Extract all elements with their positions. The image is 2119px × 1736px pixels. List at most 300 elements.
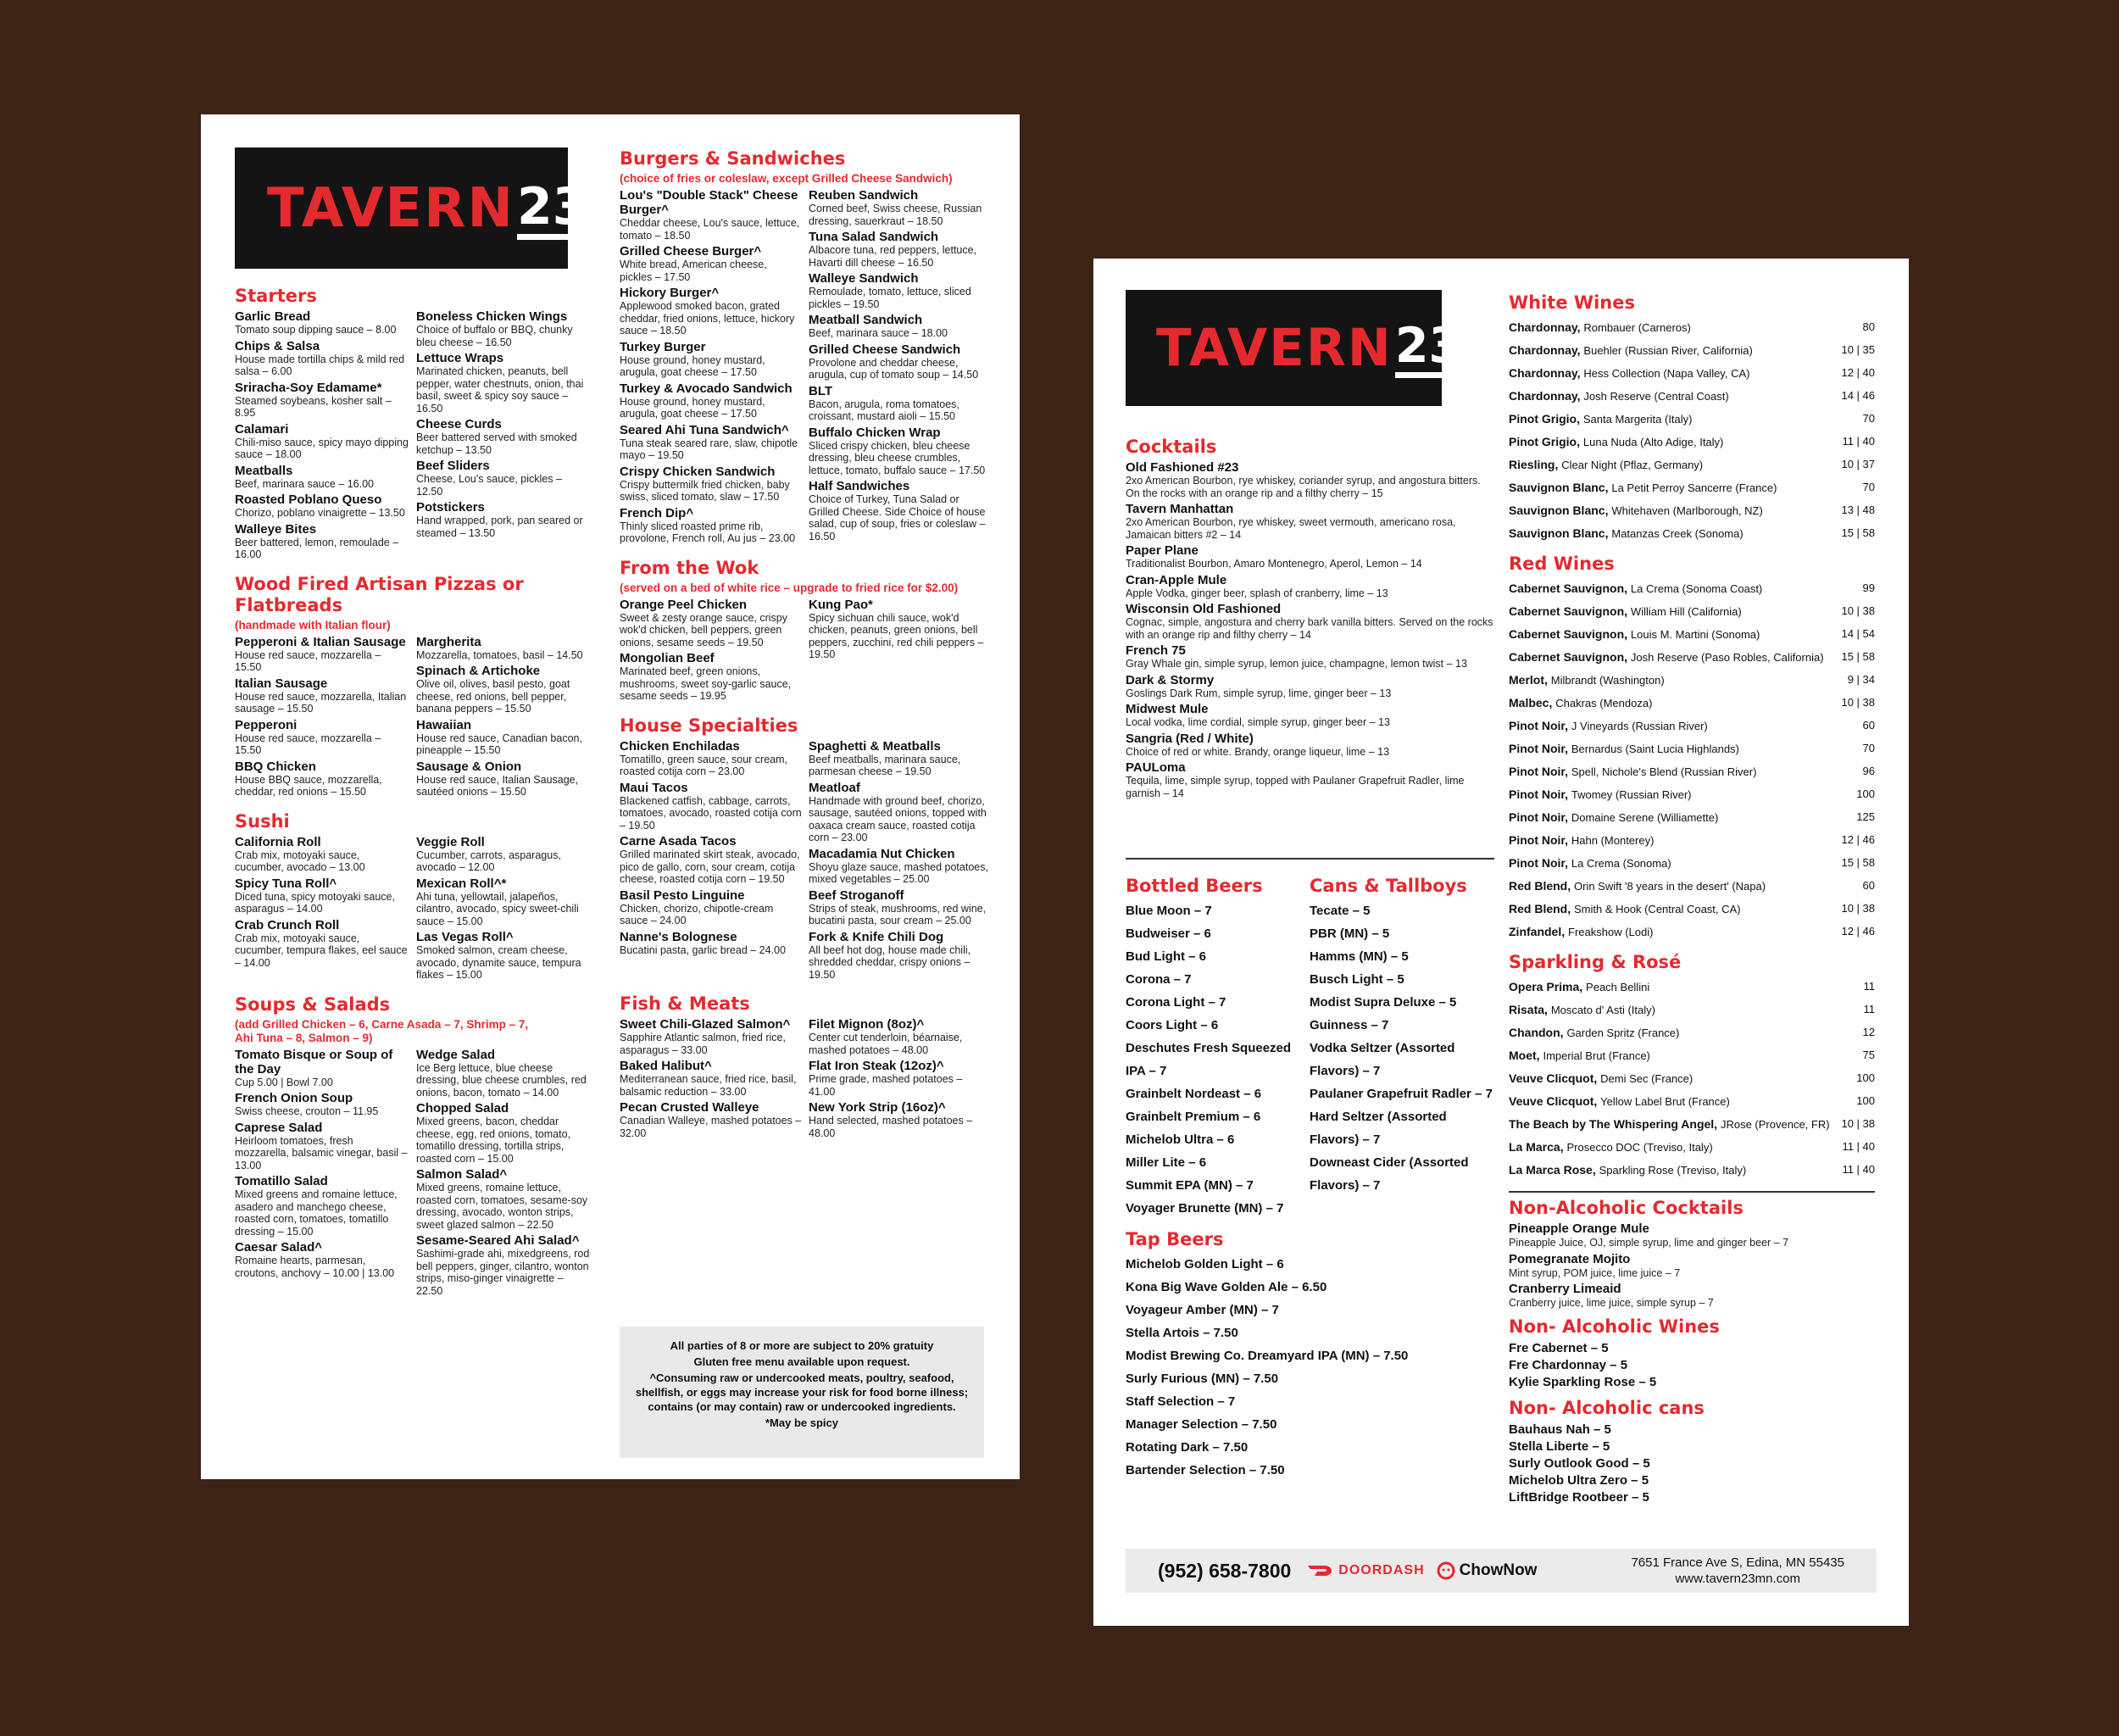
wine-origin: William Hill (California): [1630, 605, 1742, 618]
menu-item: [1126, 602, 1494, 641]
wine-origin: Josh Reserve (Paso Robles, California): [1630, 651, 1824, 664]
item-name: Turkey & Avocado Sandwich: [620, 381, 793, 396]
wine-origin: Hahn (Monterey): [1571, 834, 1655, 847]
menu-line-item: Corona Light – 7: [1126, 995, 1226, 1010]
left-items: [620, 739, 802, 984]
menu-item: [235, 876, 409, 915]
menu-item: [235, 522, 409, 561]
item-name: Crab Crunch Roll: [235, 917, 340, 932]
wine-label: [1509, 362, 1749, 385]
wine-row: [1509, 362, 1875, 385]
item-name: Spicy Tuna Roll^: [235, 876, 337, 891]
menu-item: [620, 598, 802, 649]
menu-item: [809, 384, 991, 423]
wine-price: 11 | 40: [1842, 435, 1875, 448]
wine-name: La Marca,: [1509, 1140, 1564, 1154]
item-description: Center cut tenderloin, béarnaise, mashed potatoes – 48.00: [809, 1032, 963, 1056]
wine-price: 10 | 38: [1841, 696, 1875, 709]
section-note: (served on a bed of white rice – upgrade to fried rice for $2.00): [620, 581, 959, 594]
item-description: Cognac, simple, angostura and cherry bark vanilla bitters. Served on the rocks with an orange rip and filthy cherry – 14: [1126, 616, 1493, 641]
item-description: Mixed greens and romaine lettuce, asadero and manchego cheese, roasted corn, tomatoes, tomatillo dressing – 15.00: [235, 1188, 398, 1238]
menu-item: [235, 676, 409, 715]
item-name: Maui Tacos: [620, 780, 688, 795]
menu-line-item: Tecate – 5: [1310, 904, 1371, 918]
menu-item: [809, 888, 991, 927]
food-left-column: [235, 286, 591, 1299]
menu-item: [809, 479, 991, 542]
wine-origin: Clear Night (Pflaz, Germany): [1561, 459, 1704, 471]
wine-name: Chardonnay,: [1509, 389, 1581, 403]
wine-origin: Santa Margerita (Italy): [1582, 413, 1693, 426]
right-items: [809, 1017, 991, 1142]
item-description: 2xo American Bourbon, rye whiskey, sweet vermouth, americano rosa, Jamaican bitters #2 – 14: [1126, 516, 1456, 541]
wine-origin: Smith & Hook (Central Coast, CA): [1574, 903, 1741, 915]
item-name: Caesar Salad^: [235, 1240, 322, 1255]
wine-row: [1509, 1067, 1875, 1090]
wine-price: 70: [1862, 481, 1875, 493]
wine-row: [1509, 921, 1875, 943]
item-description: Smoked salmon, cream cheese, avocado, dynamite sauce, tempura flakes – 15.00: [416, 944, 581, 981]
wok-section: [620, 558, 991, 705]
wine-origin: Twomey (Russian River): [1571, 788, 1692, 801]
item-description: Cheddar cheese, Lou's sauce, lettuce, tomato – 18.50: [620, 217, 800, 242]
wine-price: 9 | 34: [1847, 673, 1875, 686]
item-description: Ahi tuna, yellowtail, jalapeños, cilantro, avocado, spicy sweet-chili sauce – 15.00: [416, 890, 579, 927]
menu-line-item: Stella Artois – 7.50: [1126, 1326, 1238, 1340]
item-name: Reuben Sandwich: [809, 188, 919, 203]
item-name: Paper Plane: [1126, 543, 1199, 558]
menu-item: [620, 506, 802, 545]
item-name: Meatloaf: [809, 780, 860, 795]
item-description: Tomato soup dipping sauce – 8.00: [235, 324, 397, 336]
item-name: Sriracha-Soy Edamame*: [235, 380, 382, 395]
section-title: Non- Alcoholic Wines: [1509, 1316, 1720, 1337]
cans-section: [1310, 876, 1496, 1197]
wine-name: Sauvignon Blanc,: [1509, 481, 1609, 494]
menu-item: [416, 635, 591, 662]
menu-item: [235, 760, 409, 798]
item-name: Midwest Mule: [1126, 702, 1209, 716]
item-description: Ice Berg lettuce, blue cheese dressing, blue cheese crumbles, red onions, bacon, tomato – 14.00: [416, 1061, 587, 1099]
menu-item: [416, 718, 591, 757]
item-name: Salmon Salad^: [416, 1167, 508, 1182]
item-name: Tavern Manhattan: [1126, 502, 1234, 516]
wine-price: 70: [1862, 742, 1875, 754]
wine-row: [1509, 339, 1875, 362]
wine-row: [1509, 1113, 1875, 1136]
wine-price: 15 | 58: [1841, 856, 1875, 869]
item-description: Steamed soybeans, kosher salt – 8.95: [235, 394, 392, 419]
item-description: White bread, American cheese, pickles – 17.50: [620, 259, 767, 283]
wine-label: [1509, 646, 1824, 669]
wine-label: [1509, 1044, 1650, 1067]
wine-label: [1509, 1159, 1746, 1182]
item-description: Diced tuna, spicy motoyaki sauce, asparagus – 14.00: [235, 890, 395, 915]
section-title: Non- Alcoholic cans: [1509, 1397, 1705, 1418]
item-description: Goslings Dark Rum, simple syrup, lime, ginger beer – 13: [1126, 687, 1392, 699]
right-items: [809, 739, 991, 984]
menu-item: [809, 1059, 991, 1098]
wine-label: [1509, 476, 1777, 499]
wine-label: [1509, 783, 1691, 806]
item-description: Beef, marinara sauce – 16.00: [235, 477, 374, 490]
item-description: Mixed greens, bacon, cheddar cheese, egg, red onions, tomato, tomatillo dressing, tortilla strips, roasted corn – 15.00: [416, 1116, 571, 1165]
wine-origin: Matanzas Creek (Sonoma): [1611, 527, 1744, 540]
chownow-link[interactable]: [1437, 1561, 1538, 1580]
menu-item: [809, 271, 991, 310]
notice-line: ^Consuming raw or undercooked meats, poultry, seafood, shellfish, or eggs may increase your risk for food borne illness; contains (or may contain) raw or undercooked ingredients.: [635, 1372, 969, 1413]
menu-line-item: Summit EPA (MN) – 7: [1126, 1178, 1254, 1193]
wine-label: [1509, 669, 1665, 692]
item-description: Prime grade, mashed potatoes – 41.00: [809, 1073, 963, 1098]
wine-row: [1509, 999, 1875, 1021]
phone-number[interactable]: (952) 658-7800: [1158, 1559, 1292, 1582]
burgers-section: [620, 148, 991, 548]
wine-name: Chardonnay,: [1509, 366, 1581, 380]
item-description: Chicken, chorizo, chipotle-cream sauce – 24.00: [620, 902, 774, 926]
item-name: Tomatillo Salad: [235, 1174, 328, 1188]
section-title: Fish & Meats: [620, 993, 750, 1014]
menu-line-item: Michelob Ultra – 6: [1126, 1132, 1235, 1147]
item-description: Hand wrapped, pork, pan seared or steamed – 13.50: [416, 515, 583, 539]
menu-item: [416, 1167, 591, 1231]
menu-line-item: Guinness – 7: [1310, 1018, 1389, 1032]
section-title: Red Wines: [1509, 554, 1615, 574]
menu-item: [416, 876, 591, 928]
item-name: Sesame-Seared Ahi Salad^: [416, 1233, 580, 1248]
menu-line-item: Manager Selection – 7.50: [1126, 1417, 1277, 1432]
wine-name: Sauvignon Blanc,: [1509, 526, 1609, 540]
menu-line-item: Fre Cabernet – 5: [1509, 1340, 1609, 1355]
item-description: Beer battered served with smoked ketchup – 13.50: [416, 431, 577, 456]
menu-line-item: Coors Light – 6: [1126, 1018, 1219, 1032]
item-description: Provolone and cheddar cheese, arugula, cup of tomato soup – 14.50: [809, 356, 979, 381]
address-block: [1631, 1555, 1844, 1587]
wine-row: [1509, 476, 1875, 499]
item-name: Cranberry Limeaid: [1509, 1282, 1621, 1296]
wine-price: 10 | 38: [1841, 604, 1875, 617]
item-description: Remoulade, tomato, lettuce, sliced pickles – 19.50: [809, 286, 971, 310]
wine-label: [1509, 408, 1693, 431]
item-description: Marinated beef, green onions, mushrooms, sweet soy-garlic sauce, sesame seeds – 19.95: [620, 665, 792, 702]
item-description: Cheese, Lou's sauce, pickles – 12.50: [416, 473, 562, 498]
wine-origin: Josh Reserve (Central Coast): [1583, 390, 1729, 403]
chownow-icon: [1437, 1561, 1455, 1580]
menu-item: [235, 1174, 409, 1238]
item-description: Handmade with ground beef, chorizo, sausage, sautéed onions, topped with oaxaca cream sauce, roasted cotija corn – 23.00: [809, 794, 987, 843]
item-description: Pineapple Juice, OJ, simple syrup, lime and ginger beer – 7: [1509, 1237, 1789, 1249]
wine-row: [1509, 715, 1875, 737]
item-name: Basil Pesto Linguine: [620, 887, 745, 903]
wine-row: [1509, 669, 1875, 692]
doordash-label: DOORDASH: [1338, 1563, 1425, 1577]
red-wines-section: [1509, 554, 1875, 943]
tavern23-logo: [235, 147, 588, 269]
wine-origin: Yellow Label Brut (France): [1600, 1095, 1730, 1108]
wine-row: [1509, 1136, 1875, 1159]
cocktails-section: [1126, 437, 1494, 802]
notice-line: Gluten free menu available upon request.: [693, 1355, 910, 1368]
item-description: Local vodka, lime cordial, simple syrup, ginger beer – 13: [1126, 716, 1390, 728]
na-wines-section: [1509, 1316, 1875, 1391]
item-name: Nanne's Bolognese: [620, 929, 737, 944]
wine-row: [1509, 1044, 1875, 1067]
section-title: Wood Fired Artisan Pizzas or Flatbreads: [235, 573, 524, 615]
item-name: French 75: [1126, 643, 1186, 658]
item-description: Bucatini pasta, garlic bread – 24.00: [620, 943, 786, 956]
wine-price: 96: [1862, 765, 1875, 777]
item-name: Old Fashioned #23: [1126, 460, 1239, 475]
wine-name: The Beach by The Whispering Angel,: [1509, 1117, 1718, 1131]
item-name: Baked Halibut^: [620, 1059, 712, 1073]
wine-name: Risata,: [1509, 1003, 1548, 1016]
item-description: Shoyu glaze sauce, mashed potatoes, mixed vegetables – 25.00: [809, 860, 988, 885]
contact-footer: [1126, 1549, 1877, 1593]
menu-item: [620, 340, 802, 379]
wine-price: 12 | 46: [1841, 925, 1875, 938]
menu-line-item: Modist Supra Deluxe – 5: [1310, 995, 1457, 1010]
item-name: Calamari: [235, 421, 289, 437]
menu-item: [235, 1048, 409, 1089]
item-description: Mozzarella, tomatoes, basil – 14.50: [416, 648, 583, 661]
item-description: Chili-miso sauce, spicy mayo dipping sauce – 18.00: [235, 436, 409, 460]
item-description: Beef, marinara sauce – 18.00: [809, 327, 948, 339]
item-description: Olive oil, olives, basil pesto, goat cheese, red onions, bell pepper, banana peppers – 15.50: [416, 678, 570, 715]
menu-line-item: Corona – 7: [1126, 972, 1192, 987]
menu-line-item: Bauhaus Nah – 5: [1509, 1422, 1611, 1437]
wine-row: [1509, 852, 1875, 875]
wine-label: [1509, 921, 1653, 943]
item-description: Sweet & zesty orange sauce, crispy wok'd chicken, bell peppers, green onions, sesame seeds – 19.50: [620, 611, 788, 648]
wine-name: Pinot Noir,: [1509, 742, 1568, 755]
item-name: Tuna Salad Sandwich: [809, 230, 939, 244]
menu-item: [620, 1100, 802, 1139]
item-description: House ground, honey mustard, arugula, goat cheese – 17.50: [620, 353, 765, 378]
item-name: Seared Ahi Tuna Sandwich^: [620, 422, 789, 437]
menu-item: [809, 1100, 991, 1139]
menu-item: [809, 739, 991, 778]
wine-row: [1509, 431, 1875, 453]
item-description: All beef hot dog, house made chili, shredded cheddar, crispy onions – 19.50: [809, 943, 971, 981]
wine-row: [1509, 692, 1875, 715]
item-name: Lou's "Double Stack" Cheese Burger^: [620, 188, 798, 217]
wine-origin: Freakshow (Lodi): [1568, 926, 1654, 938]
item-description: Beer battered, lemon, remoulade – 16.00: [235, 536, 399, 560]
item-description: Mediterranean sauce, fried rice, basil, balsamic reduction – 33.00: [620, 1073, 797, 1098]
item-name: Kung Pao*: [809, 597, 873, 612]
menu-item: [620, 465, 802, 504]
menu-item: [1509, 1282, 1875, 1310]
doordash-link[interactable]: [1306, 1562, 1424, 1579]
section-note: (choice of fries or coleslaw, except Grilled Cheese Sandwich): [620, 172, 953, 185]
item-name: Tomato Bisque or Soup of the Day: [235, 1047, 393, 1077]
item-description: Beef meatballs, marinara sauce, parmesan cheese – 19.50: [809, 753, 961, 777]
wine-label: [1509, 522, 1744, 545]
wine-origin: Peach Bellini: [1586, 981, 1650, 993]
menu-item: [416, 500, 591, 539]
wine-label: [1509, 760, 1756, 783]
wine-origin: Garden Spritz (France): [1566, 1027, 1680, 1039]
house-section: [620, 715, 991, 984]
item-description: Tuna steak seared rare, slaw, chipotle mayo – 19.50: [620, 437, 798, 461]
menu-item: [1509, 1252, 1875, 1280]
item-name: Walleye Bites: [235, 521, 317, 537]
fish-section: [620, 993, 991, 1142]
divider: [1509, 1191, 1875, 1193]
menu-item: [809, 342, 991, 381]
item-description: Choice of Turkey, Tuna Salad or Grilled Cheese. Side Choice of house salad, cup of soup, fries or coleslaw – 16.50: [809, 493, 986, 542]
logo-number: 23: [1395, 322, 1462, 378]
non-alcoholic-column: [1509, 1198, 1875, 1506]
wine-label: [1509, 1136, 1713, 1159]
wine-name: Cabernet Sauvignon,: [1509, 581, 1628, 595]
divider: [1126, 858, 1494, 860]
item-name: Grilled Cheese Burger^: [620, 244, 762, 259]
wine-name: Merlot,: [1509, 673, 1548, 687]
item-name: Beef Sliders: [416, 459, 490, 473]
item-description: Sapphire Atlantic salmon, fried rice, asparagus – 33.00: [620, 1032, 786, 1056]
item-name: Chicken Enchiladas: [620, 738, 740, 754]
item-name: New York Strip (16oz)^: [809, 1100, 946, 1115]
wine-price: 12: [1862, 1026, 1875, 1038]
wine-label: [1509, 499, 1763, 522]
wine-price: 10 | 38: [1841, 1117, 1875, 1130]
item-name: Beef Stroganoff: [809, 887, 904, 903]
wine-row: [1509, 737, 1875, 760]
drinks-menu-page: [1093, 259, 1909, 1626]
wine-label: [1509, 715, 1708, 737]
menu-line-item: Surly Furious (MN) – 7.50: [1126, 1372, 1279, 1386]
item-name: Mexican Roll^*: [416, 876, 507, 891]
item-name: Veggie Roll: [416, 834, 485, 849]
wine-label: [1509, 737, 1739, 760]
wine-price: 11 | 40: [1842, 1140, 1875, 1153]
item-name: Lettuce Wraps: [416, 351, 504, 365]
menu-line-item: Rotating Dark – 7.50: [1126, 1440, 1249, 1455]
item-description: House ground, honey mustard, arugula, goat cheese – 17.50: [620, 395, 765, 420]
item-name: Walleye Sandwich: [809, 271, 919, 286]
menu-item: [620, 930, 802, 957]
wine-name: Pinot Noir,: [1509, 719, 1568, 732]
item-description: Mixed greens, romaine lettuce, roasted corn, tomatoes, sesame-soy dressing, avocado, wonton strips, sweet glazed salmon – 22.50: [416, 1182, 588, 1231]
item-description: Spicy sichuan chili sauce, wok'd chicken, peanuts, green onions, bell peppers, zucchini, red chili peppers – 19.50: [809, 611, 984, 660]
item-name: California Roll: [235, 834, 321, 849]
menu-item: [235, 422, 409, 461]
wine-row: [1509, 522, 1875, 545]
menu-item: [235, 1121, 409, 1172]
menu-item: [620, 244, 802, 283]
menu-line-item: Michelob Ultra Zero – 5: [1509, 1472, 1649, 1488]
item-name: Hawaiian: [416, 717, 472, 732]
menu-line-item: Kona Big Wave Golden Ale – 6.50: [1126, 1280, 1327, 1294]
menu-item: [620, 781, 802, 832]
wine-label: [1509, 829, 1654, 852]
item-name: Pineapple Orange Mule: [1509, 1221, 1649, 1236]
wine-price: 60: [1862, 879, 1875, 892]
wine-name: Red Blend,: [1509, 902, 1571, 915]
wine-price: 70: [1862, 412, 1875, 425]
menu-item: [235, 1091, 409, 1118]
wine-origin: Rombauer (Carneros): [1583, 321, 1691, 334]
wine-price: 125: [1856, 810, 1875, 823]
wine-name: Red Blend,: [1509, 879, 1571, 893]
menu-item: [235, 918, 409, 970]
item-description: House red sauce, mozzarella – 15.50: [235, 732, 381, 756]
section-note: (handmade with Italian flour): [235, 618, 391, 632]
item-name: Flat Iron Steak (12oz)^: [809, 1059, 944, 1073]
item-name: Wisconsin Old Fashioned: [1126, 602, 1282, 616]
left-items: [235, 1048, 409, 1300]
right-items: [416, 309, 591, 564]
menu-line-item: Blue Moon – 7: [1126, 904, 1212, 918]
section-title: Non-Alcoholic Cocktails: [1509, 1198, 1744, 1218]
wine-row: [1509, 898, 1875, 921]
left-items: [620, 1017, 802, 1142]
menu-item: [620, 188, 802, 242]
wine-price: 100: [1856, 1071, 1875, 1084]
item-name: Pepperoni: [235, 717, 298, 732]
wine-label: [1509, 339, 1753, 362]
wine-name: La Marca Rose,: [1509, 1163, 1596, 1177]
wine-label: [1509, 1067, 1693, 1090]
wine-price: 14 | 54: [1841, 627, 1875, 640]
wine-origin: La Crema (Sonoma): [1571, 857, 1671, 870]
item-name: French Dip^: [620, 505, 694, 520]
wine-row: [1509, 783, 1875, 806]
menu-item: [416, 1233, 591, 1297]
section-title: Sparkling & Rosé: [1509, 952, 1682, 972]
item-name: Italian Sausage: [235, 676, 328, 691]
item-name: Las Vegas Roll^: [416, 930, 514, 944]
item-name: Carne Asada Tacos: [620, 834, 737, 849]
item-description: Crab mix, motoyaki sauce, cucumber, avocado – 13.00: [235, 849, 365, 873]
item-description: Romaine hearts, parmesan, croutons, anchovy – 10.00 | 13.00: [235, 1255, 395, 1279]
menu-line-item: Grainbelt Nordeast – 6: [1126, 1087, 1262, 1101]
white-wines-section: [1509, 292, 1875, 545]
section-title: House Specialties: [620, 715, 798, 736]
bottled-beers-section: [1126, 876, 1304, 1220]
item-description: Corned beef, Swiss cheese, Russian dressing, sauerkraut – 18.50: [809, 203, 982, 227]
wine-origin: JRose (Provence, FR): [1720, 1118, 1830, 1131]
menu-line-item: Stella Liberte – 5: [1509, 1438, 1610, 1454]
wine-row: [1509, 875, 1875, 898]
item-name: Potstickers: [416, 500, 485, 515]
menu-line-item: Hamms (MN) – 5: [1310, 949, 1409, 964]
menu-line-item: Miller Lite – 6: [1126, 1155, 1207, 1170]
logo-number: 23: [517, 181, 588, 240]
wine-origin: Moscato d' Asti (Italy): [1550, 1004, 1655, 1016]
tap-beers-section: [1126, 1229, 1494, 1482]
wine-origin: La Petit Perroy Sancerre (France): [1611, 481, 1777, 494]
section-title: Cans & Tallboys: [1310, 876, 1467, 896]
wine-origin: Whitehaven (Marlborough, NZ): [1611, 504, 1763, 517]
wine-price: 14 | 46: [1841, 389, 1875, 402]
menu-item: [1126, 460, 1494, 499]
wines-column: [1509, 292, 1875, 1182]
item-name: Boneless Chicken Wings: [416, 309, 568, 324]
left-items: [620, 188, 802, 548]
item-description: Canadian Walleye, mashed potatoes – 32.00: [620, 1115, 802, 1139]
wine-price: 75: [1862, 1049, 1875, 1061]
item-name: Wedge Salad: [416, 1047, 496, 1062]
menu-item: [1126, 673, 1494, 700]
item-description: Mint syrup, POM juice, lime juice – 7: [1509, 1266, 1681, 1279]
website-link[interactable]: www.tavern23mn.com: [1675, 1572, 1800, 1586]
wine-origin: Prosecco DOC (Treviso, Italy): [1566, 1141, 1713, 1154]
left-items: [620, 598, 802, 705]
menu-item: [620, 651, 802, 703]
menu-line-item: Paulaner Grapefruit Radler – 7: [1310, 1087, 1493, 1101]
